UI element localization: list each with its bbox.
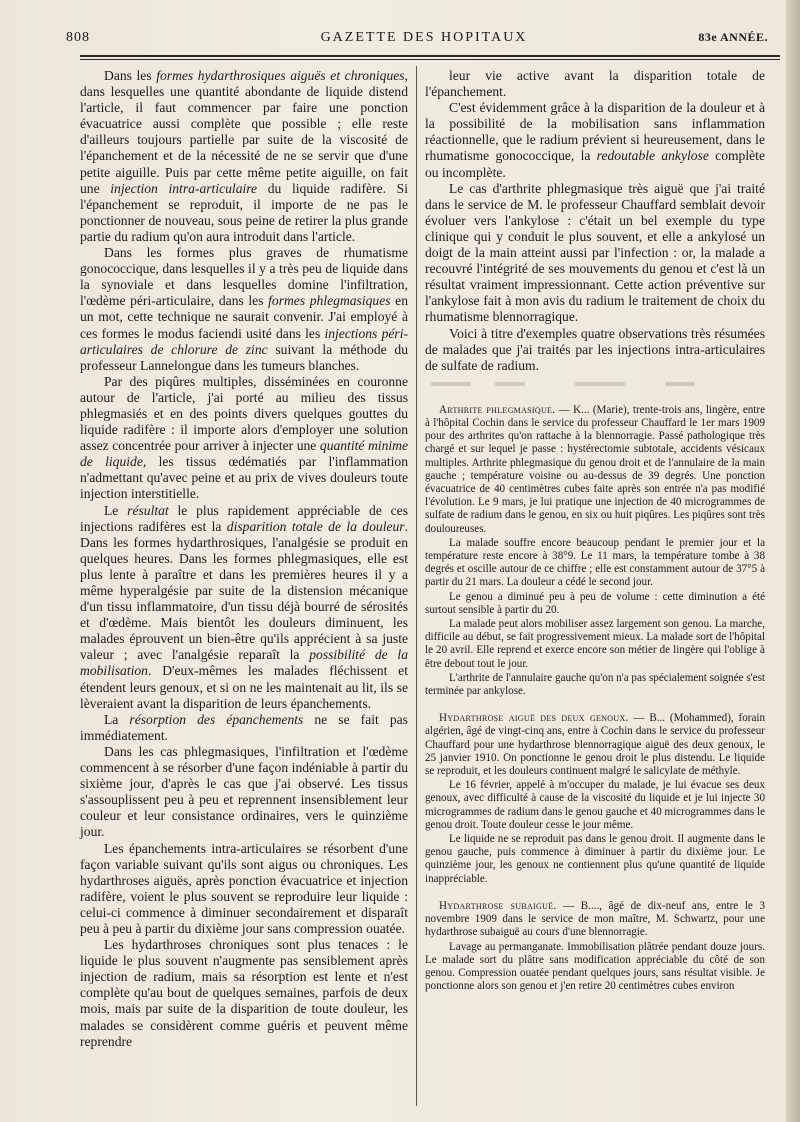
paragraph xyxy=(80,68,408,245)
text-run: le plus rapidement appréciable de ces injections radifères est la xyxy=(80,502,408,534)
paragraph xyxy=(80,841,408,938)
text-run: C'est évidemment grâce à la disparition de la douleur et à la possibilité de la mobilisation sans inflammation réactionnelle, que le radium prévient si heureusement, dans le rhumatisme gonococcique, la xyxy=(425,100,765,164)
page-header xyxy=(66,30,782,50)
text-run: L'arthrite de l'annulaire gauche qu'on n'a pas spécialement soignée s'est terminée par ankylose. xyxy=(425,671,765,698)
paragraph xyxy=(425,404,765,536)
paragraph xyxy=(425,833,765,886)
paragraph xyxy=(425,100,765,180)
italic-text: formes phlegmasiques xyxy=(268,293,391,309)
case-heading: Arthrite phlegmasique. xyxy=(439,403,556,416)
text-run: Le genou a diminué peu à peu de volume : cette diminution a été surtout sensible à partir du 20. xyxy=(425,590,765,616)
paragraph xyxy=(425,591,765,617)
page-spine-edge xyxy=(786,0,800,1122)
text-run: . Dans les formes hydarthrosiques, l'analgésie se produit en quelques heures. Dans les formes phlegmasiques, elle est plus lente à paraître et dans les premières heures il y a même hyperalgésie par suite de la distension mécanique d'un tissu inflammatoire, d'un tissu déjà bourré de sérosités et d'œdème. Mais bientôt les douleurs diminuent, les malades éprouvent un bien-être qu'ils apprécient à sa juste valeur ; avec l'analgésie reparaît la xyxy=(80,518,409,663)
case-heading: Hydarthrose aiguë des deux genoux. xyxy=(439,712,629,725)
text-run: — K... (Marie), trente-trois ans, lingère, entre à l'hôpital Cochin dans le service du professeur Chauffard le 1er mars 1909 pour des arthrites qu'on rattache à la blennorragie. Passé pathologique très chargé et sur lequel je passe : hystérectomie subtotale, accidents vésicaux multiples. Arthrite phlegmasique du genou droit et de l'annulaire de la main gauche ; température voisine ou au-dessus de 39 degrés. Une ponction évacuatrice de 40 centimètres cubes faite après son entrée n'a pas modifié l'évolution. Le 9 mars, je lui pratique une injection de 40 microgrammes de sulfate de radium dans le genou, en six ou huit piqûres. Les piqûres sont très douloureuses. xyxy=(425,403,765,535)
text-run: en un mot, cette technique ne saurait convenir. J'ai employé à ces formes le modus faciendi usité dans les xyxy=(80,293,408,341)
italic-text: résorption des épanchements xyxy=(129,711,304,727)
ornament-mark xyxy=(575,382,625,386)
text-run: du liquide radifère. Si l'épanchement se reproduit, il importe de ne pas le ponctionner de nouveau, sous peine de retirer la plus grande partie du radium qu'on aura introduit dans l'article. xyxy=(80,180,408,244)
text-run: Voici à titre d'exemples quatre observations très résumées de malades que j'ai traités par les injections intra-articulaires de sulfate de radium. xyxy=(425,325,765,373)
paragraph xyxy=(80,937,408,1050)
page-number: 808 xyxy=(66,30,90,45)
text-run: Dans les xyxy=(104,68,157,83)
italic-text: disparition totale de la douleur xyxy=(226,518,405,534)
text-run: La malade peut alors mobiliser assez largement son genou. La marche, difficile au début, se fait progressivement mieux. La malade sort de l'hôpital le 20 avril. Elle reprend et exerce encore son métier de lingère qui l'oblige à être debout tout le jour. xyxy=(425,618,765,670)
text-run: Dans les cas phlegmasiques, l'infiltration et l'œdème commencent à se résorber d'une façon indéniable à partir du sixième jour, d'après le cas que j'ai observé. Les tissus s'assouplissent peu à peu et reprennent insensiblement leur couleur et leur consistance ordinaires, vers le quinzième jour. xyxy=(80,743,408,840)
italic-text: possibilité de la mobilisation xyxy=(80,647,408,679)
italic-text: redoutable ankylose xyxy=(596,148,709,164)
paragraph xyxy=(425,537,765,590)
italic-text: formes hydarthrosiques aiguës et chroniques xyxy=(156,68,405,83)
ornament-mark xyxy=(431,382,471,386)
paragraph xyxy=(80,503,408,712)
paragraph xyxy=(425,181,765,326)
faded-ornament-divider xyxy=(425,378,765,390)
text-run: Les hydarthroses chroniques sont plus tenaces : le liquide le plus souvent n'augmente pas sensiblement après injection de radium, mais sa résorption est lente et n'est complète qu'au bout de quelques semaines, parfois de deux mois, mais par suite de la disparition de toute douleur, les malades se considèrent comme guéris et peuvent même reprendre xyxy=(80,937,408,1049)
paragraph xyxy=(80,712,408,744)
italic-text: quantité minime de liquide xyxy=(80,438,409,470)
ornament-mark xyxy=(495,382,525,386)
paragraph xyxy=(425,68,765,100)
paragraph xyxy=(425,779,765,832)
left-text-column xyxy=(80,68,408,1050)
text-run: suivant la méthode du professeur Lannelongue dans les tumeurs blanches. xyxy=(80,341,408,373)
paragraph xyxy=(425,941,765,994)
paragraph xyxy=(425,672,765,698)
journal-title: GAZETTE DES HOPITAUX xyxy=(320,30,528,45)
text-run: ne se fait pas immédiatement. xyxy=(80,711,408,743)
text-run: Le xyxy=(104,502,128,518)
italic-text: injections péri-articulaires de chlorure de zinc xyxy=(80,325,408,357)
header-rule-thin xyxy=(80,59,780,60)
paragraph xyxy=(80,744,408,841)
ornament-mark xyxy=(665,382,695,386)
paragraph xyxy=(425,326,765,374)
text-run: Le cas d'arthrite phlegmasique très aiguë que j'ai traité dans le service de M. le professeur Chauffard semblait devoir évoluer vers l'ankylose : c'était un bel exemple du type clinique qui y conduit le plus souvent, et elle a ankylosé un doigt de la main atteint aussi par l'infection : or, la malade a recouvré l'intégrité de ses mouvements du genou et c'est là un résultat vraiment impressionnant. Cette action préventive sur l'ankylose fait à mon avis du radium le traitement de choix du rhumatisme blennorragique. xyxy=(425,180,765,325)
text-run: leur vie active avant la disparition totale de l'épanchement. xyxy=(425,68,765,100)
header-rule-thick xyxy=(80,55,780,57)
text-run: La xyxy=(104,711,130,727)
paragraph xyxy=(80,374,408,503)
case-heading: Hydarthrose subaiguë. xyxy=(439,899,557,912)
text-run: Le 16 février, appelé à m'occuper du malade, je lui évacue ses deux genoux, avec difficulté à cause de la viscosité du liquide et je lui injecte 30 microgrammes de radium dans le genou gauche et 40 microgrammes dans le genou droit. Toute douleur cesse le jour même. xyxy=(425,779,765,831)
text-run: , dans lesquelles une quantité abondante de liquide distend l'article, il faut commencer par faire une ponction évacuatrice aussi complète que possible ; elle reste d'ailleurs toujours partielle par suite de la viscosité de l'épanchement et de la nécessité de ne se servir que d'une petite aiguille. Puis par cette même petite aiguille, on fait une xyxy=(80,68,408,196)
text-run: La malade souffre encore beaucoup pendant le premier jour et la température reste encore à 38°9. Le 11 mars, la température tombe à 38 degrés et oscille autour de ce chiffre ; elle est constamment autour de 37°5 à partir du 21 mars. La douleur a cédé le second jour. xyxy=(425,536,765,589)
paragraph xyxy=(80,245,408,374)
paragraph xyxy=(425,900,765,940)
text-run: — B...., âgé de dix-neuf ans, entre le 3 novembre 1909 dans le service de mon maître, M. Schwartz, pour une hydarthrose subaiguë au cours d'une blennorragie. xyxy=(425,899,765,939)
text-run: Le liquide ne se reproduit pas dans le genou droit. Il augmente dans le genou gauche, puis commence à diminuer à partir du dixième jour. Le quinzième jour, les genoux ne contiennent plus qu'une quantité de liquide inappréciable. xyxy=(425,833,765,885)
right-text-column xyxy=(425,68,765,993)
paragraph xyxy=(425,618,765,671)
italic-text: résultat xyxy=(127,502,169,518)
text-run: . D'eux-mêmes les malades fléchissent et étendent leurs genoux, et si on ne les maintenait au lit, ils se lèveraient avant la disparition de leurs épanchements. xyxy=(80,663,408,711)
text-run: Lavage au permanganate. Immobilisation plâtrée pendant douze jours. Le malade sort du plâtre sans modification appréciable du côté de son genou. Compression ouatée pendant quelques jours, sans résultat visible. Je ponctionne alors son genou et j'en retire 20 centimètres cubes environ xyxy=(425,940,765,993)
text-run: Par des piqûres multiples, disséminées en couronne autour de l'article, j'ai porté au milieu des tissus phlegmasiés et en des points divers quelques gouttes du liquide radifère : il importe alors d'employer une solution assez concentrée pour arriver à injecter une xyxy=(80,373,408,454)
year-label: 83e ANNÉE. xyxy=(698,30,768,44)
text-run: complète ou incomplète. xyxy=(425,148,765,180)
text-run: Dans les formes plus graves de rhumatisme gonococcique, dans lesquelles il y a très peu de liquide dans la synoviale et dans lesquelles domine l'infiltration, l'œdème péri-articulaire, dans les xyxy=(80,245,408,309)
text-run: — B... (Mohammed), forain algérien, âgé de vingt-cinq ans, entre à Cochin dans le service du professeur Chauffard pour une hydarthrose blennorragique aiguë des deux genoux, le 25 janvier 1910. On ponctionne le genou droit le plus distendu. Le liquide se reproduit, et les douleurs continuent malgré le salicylate de méthyle. xyxy=(425,712,766,778)
column-divider xyxy=(416,66,417,1106)
text-run: , les tissus œdématiés par l'inflammation n'admettant qu'avec peine et au prix de vives douleurs toute injection interstitielle. xyxy=(80,454,408,502)
text-run: Les épanchements intra-articulaires se résorbent d'une façon variable suivant qu'ils sont aigus ou chroniques. Les hydarthroses aiguës, après ponction évacuatrice et injection radifère, voient le plus souvent se reproduire leur liquide : celui-ci commence à diminuer secondairement et disparaît peu à peu à partir du dixième jour sans compression ouatée. xyxy=(80,840,408,936)
italic-text: injection intra-articulaire xyxy=(110,180,258,196)
paragraph xyxy=(425,712,765,778)
